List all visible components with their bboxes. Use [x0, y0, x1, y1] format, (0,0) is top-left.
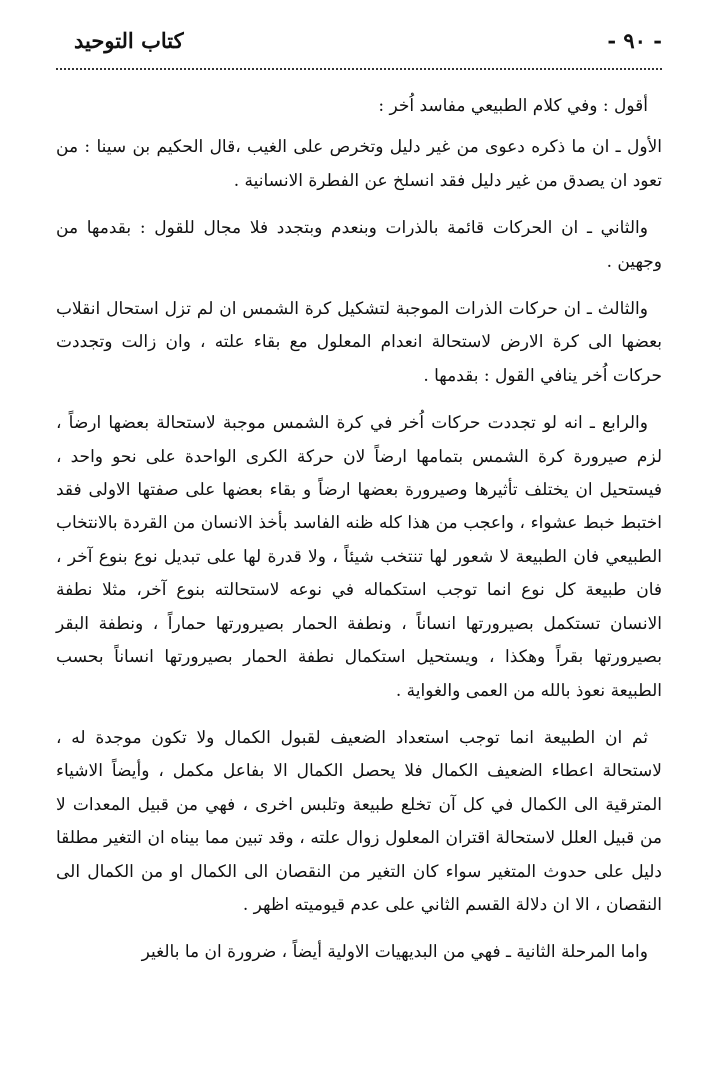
paragraph-nature-argument: ثم ان الطبيعة انما توجب استعداد الضعيف لقبول الكمال ولا تكون موجدة له ، لاستحالة اعطاء الضعيف الكمال فلا يحصل الكمال الا بفاعل مكمل ، وأيضاً الاشياء المترقية الى الكمال في كل آن تخلع طبيعة وتلبس اخرى ، فهي من قبيل المعدات لا من قبيل العلل لاستحالة اقتران المعلول زوال علته ، وقد تبين مما بيناه ان التغير مطلقا دليل على حدوث المتغير سواء كان التغير من النقصان الى الكمال او من الكمال الى النقصان ، الا ان دلالة القسم الثاني على عدم قيوميته اظهر .: [56, 727, 662, 915]
paragraph-first-point: الأول ـ ان ما ذكره دعوى من غير دليل وتخرص على الغيب ،قال الحكيم بن سينا : من تعود ان يصدق من غير دليل فقد انسلخ عن الفطرة الانسانية .: [56, 137, 662, 191]
paragraph-second-stage: واما المرحلة الثانية ـ فهي من البديهيات الاولية أيضاً ، ضرورة ان ما بالغير: [141, 942, 648, 963]
header-divider: [56, 68, 662, 70]
page-number: - ٩٠ -: [607, 28, 662, 53]
paragraph-second-point: والثاني ـ ان الحركات قائمة بالذرات وبنعدم وبتجدد فلا مجال للقول : بقدمها من وجهين .: [56, 218, 662, 272]
page-header: [56, 28, 662, 64]
paragraph-intro: أقول : وفي كلام الطبيعي مفاسد اُخر :: [378, 96, 648, 116]
book-title: كتاب التوحيد: [74, 28, 184, 53]
page-body: [56, 90, 662, 970]
paragraph-fourth-point: والرابع ـ انه لو تجددت حركات اُخر في كرة الشمس موجبة لاستحالة بعضها ارضاً ، لزم صيرورة كرة الشمس بتمامها ارضاً لان حركة الكرى الواحدة على نحو واحد ، فيستحيل ان يختلف تأثيرها وصيرورة بعضها ارضاً و بقاء بعضها على صفتها الاولى فقد اختبط خبط عشواء ، واعجب من هذا كله ظنه الفاسد بأخذ الانسان من القردة بالانتخاب الطبيعي فان الطبيعة لا شعور لها تنتخب شيئاً ، ولا قدرة لها على تبديل نوع بنوع آخر ، فان طبيعة كل نوع انما توجب استكماله في نوعه لاستحالته بنوع آخر، مثلا نطفة الانسان تستكمل بصيرورتها انساناً ، ونطفة الحمار بصيرورتها حماراً ، ونطفة البقر بصيرورتها بقراً وهكذا ، ويستحيل استكمال نطفة الحمار بصيرورتها انساناً بحسب الطبيعة نعوذ بالله من العمى والغواية .: [56, 413, 662, 701]
paragraph-third-point: والثالث ـ ان حركات الذرات الموجبة لتشكيل كرة الشمس ان لم تزل استحال انقلاب بعضها الى كرة الارض لاستحالة انعدام المعلول مع بقاء علته ، وان زالت وتجددت حركات اُخر ينافي القول : بقدمها .: [56, 299, 662, 386]
